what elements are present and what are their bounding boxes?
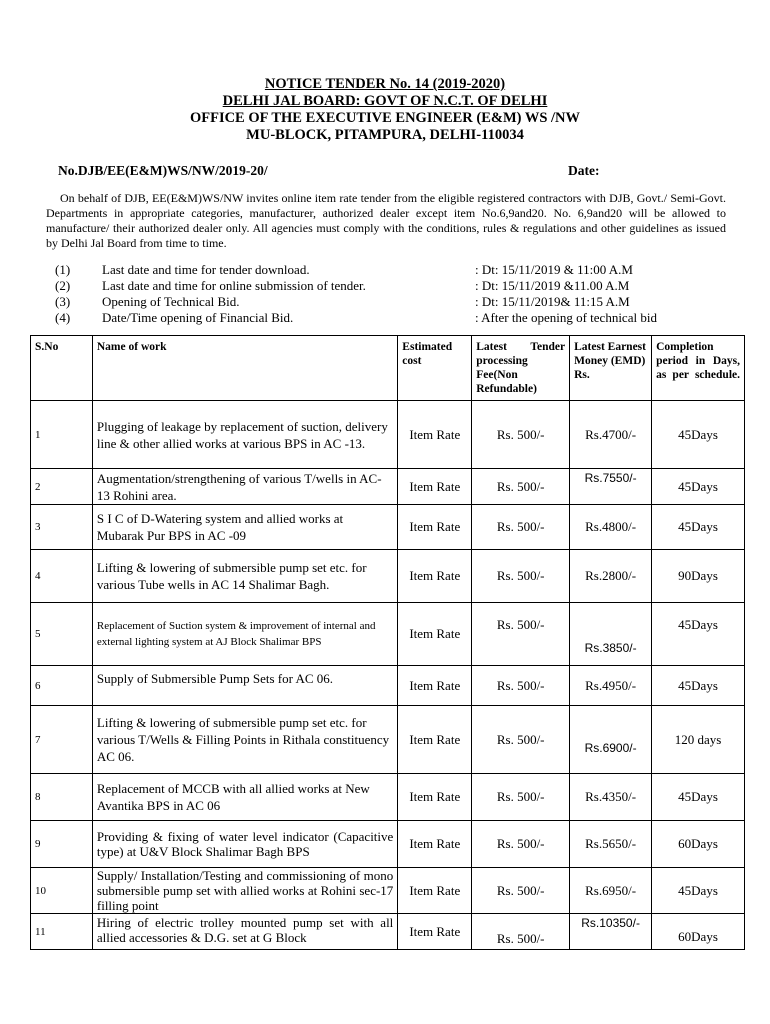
schedule-item (55, 278, 745, 294)
schedule-text: Last date and time for tender download. (102, 262, 310, 277)
table-row (31, 821, 745, 868)
schedule-list (55, 262, 745, 326)
schedule-text: Opening of Technical Bid. (102, 294, 240, 309)
row-sno: 11 (31, 914, 93, 950)
row-sno: 2 (31, 469, 93, 505)
row-name: S I C of D-Watering system and allied works at Mubarak Pur BPS in AC -09 (92, 505, 397, 550)
row-name: Lifting & lowering of submersible pump set etc. for various Tube wells in AC 14 Shalimar Bagh. (92, 550, 397, 603)
row-sno: 1 (31, 401, 93, 469)
office-address: MU-BLOCK, PITAMPURA, DELHI-110034 (246, 127, 524, 143)
schedule-text: Last date and time for online submission of tender. (102, 278, 366, 293)
office-name: OFFICE OF THE EXECUTIVE ENGINEER (E&M) WS /NW (189, 110, 581, 126)
row-cost: Item Rate (398, 603, 472, 666)
row-emd: Rs.4800/- (570, 505, 652, 550)
schedule-number: (1) (55, 262, 71, 277)
row-name: Hiring of electric trolley mounted pump set with all allied accessories & D.G. set at G Block (92, 914, 397, 950)
notice-header (0, 76, 770, 144)
header-tender-fee: Latest Tender processing Fee(Non Refundable) (472, 336, 570, 401)
row-cost: Item Rate (398, 401, 472, 469)
row-emd: Rs.2800/- (570, 550, 652, 603)
row-cost: Item Rate (398, 868, 472, 914)
row-name: Providing & fixing of water level indicator (Capacitive type) at U&V Block Shalimar Bagh BPS (92, 821, 397, 868)
row-emd: Rs.4350/- (570, 774, 652, 821)
row-cost: Item Rate (398, 666, 472, 706)
schedule-number: (3) (55, 294, 71, 309)
row-fee: Rs. 500/- (472, 550, 570, 603)
row-name: Replacement of Suction system & improvement of internal and external lighting system at AJ Block Shalimar BPS (92, 603, 397, 666)
row-completion: 45Days (652, 774, 745, 821)
schedule-value: : Dt: 15/11/2019 & 11:00 A.M (475, 262, 633, 277)
table-row (31, 666, 745, 706)
row-name: Replacement of MCCB with all allied works at New Avantika BPS in AC 06 (92, 774, 397, 821)
row-name: Supply of Submersible Pump Sets for AC 06. (92, 666, 397, 706)
row-completion: 45Days (652, 469, 745, 505)
row-emd: Rs.4700/- (570, 401, 652, 469)
row-completion: 45Days (652, 401, 745, 469)
row-emd: Rs.4950/- (570, 666, 652, 706)
row-cost: Item Rate (398, 774, 472, 821)
schedule-item (55, 294, 745, 310)
row-cost: Item Rate (398, 469, 472, 505)
table-row (31, 603, 745, 666)
row-completion: 45Days (652, 505, 745, 550)
date-label: Date: (568, 163, 600, 178)
row-completion: 45Days (652, 666, 745, 706)
row-sno: 4 (31, 550, 93, 603)
header-emd: Latest Earnest Money (EMD) Rs. (570, 336, 652, 401)
row-completion: 60Days (652, 914, 745, 950)
table-row (31, 505, 745, 550)
schedule-value: : Dt: 15/11/2019& 11:15 A.M (475, 294, 630, 309)
table-row (31, 914, 745, 950)
reference-number: No.DJB/EE(E&M)WS/NW/2019-20/ (58, 163, 268, 178)
reference-line (58, 163, 618, 179)
row-emd: Rs.6900/- (570, 706, 652, 774)
row-cost: Item Rate (398, 706, 472, 774)
row-sno: 3 (31, 505, 93, 550)
row-sno: 6 (31, 666, 93, 706)
row-cost: Item Rate (398, 914, 472, 950)
intro-paragraph: On behalf of DJB, EE(E&M)WS/NW invites online item rate tender from the eligible registered contractors with DJB, Govt./ Semi-Govt. Departments in appropriate categories, manufacturer, authorized dealer except item No.6,9and20. No. 6,9and20 will be allowed to manufacture/ their authorized dealer only. All agencies must comply with the conditions, rules & regulations and other guidelines as issued by Delhi Jal Board from time to time. (46, 191, 726, 250)
row-fee: Rs. 500/- (472, 706, 570, 774)
row-fee: Rs. 500/- (472, 603, 570, 666)
notice-title: NOTICE TENDER No. 14 (2019-2020) (264, 76, 506, 92)
row-name: Supply/ Installation/Testing and commissioning of mono submersible pump set with allied works at Rohini sec-17 filling point (92, 868, 397, 914)
table-row (31, 868, 745, 914)
row-fee: Rs. 500/- (472, 868, 570, 914)
row-completion: 45Days (652, 868, 745, 914)
header-sno: S.No (31, 336, 93, 401)
table-row (31, 550, 745, 603)
row-sno: 5 (31, 603, 93, 666)
row-emd: Rs.7550/- (570, 469, 652, 505)
row-sno: 8 (31, 774, 93, 821)
tender-table (30, 335, 745, 950)
schedule-item (55, 262, 745, 278)
header-name-of-work: Name of work (92, 336, 397, 401)
row-emd: Rs.3850/- (570, 603, 652, 666)
row-emd: Rs.10350/- (570, 914, 652, 950)
header-estimated-cost: Estimated cost (398, 336, 472, 401)
schedule-value: : After the opening of technical bid (475, 310, 657, 325)
schedule-value: : Dt: 15/11/2019 &11.00 A.M (475, 278, 630, 293)
row-name: Lifting & lowering of submersible pump set etc. for various T/Wells & Filling Points in Rithala constituency AC 06. (92, 706, 397, 774)
table-row (31, 774, 745, 821)
row-completion: 90Days (652, 550, 745, 603)
row-fee: Rs. 500/- (472, 914, 570, 950)
schedule-text: Date/Time opening of Financial Bid. (102, 310, 294, 325)
schedule-item (55, 310, 745, 326)
row-name: Plugging of leakage by replacement of suction, delivery line & other allied works at various BPS in AC -13. (92, 401, 397, 469)
row-emd: Rs.5650/- (570, 821, 652, 868)
row-cost: Item Rate (398, 550, 472, 603)
row-fee: Rs. 500/- (472, 774, 570, 821)
table-row (31, 401, 745, 469)
row-fee: Rs. 500/- (472, 666, 570, 706)
row-sno: 10 (31, 868, 93, 914)
row-cost: Item Rate (398, 821, 472, 868)
row-name: Augmentation/strengthening of various T/wells in AC-13 Rohini area. (92, 469, 397, 505)
row-sno: 9 (31, 821, 93, 868)
row-fee: Rs. 500/- (472, 821, 570, 868)
row-fee: Rs. 500/- (472, 401, 570, 469)
header-completion: Completion period in Days, as per schedule. (652, 336, 745, 401)
row-cost: Item Rate (398, 505, 472, 550)
table-header-row (31, 336, 745, 401)
table-row (31, 469, 745, 505)
schedule-number: (2) (55, 278, 71, 293)
row-completion: 45Days (652, 603, 745, 666)
row-completion: 120 days (652, 706, 745, 774)
row-completion: 60Days (652, 821, 745, 868)
row-fee: Rs. 500/- (472, 469, 570, 505)
row-sno: 7 (31, 706, 93, 774)
organization-name: DELHI JAL BOARD: GOVT OF N.C.T. OF DELHI (222, 93, 548, 109)
row-emd: Rs.6950/- (570, 868, 652, 914)
row-fee: Rs. 500/- (472, 505, 570, 550)
schedule-number: (4) (55, 310, 71, 325)
table-row (31, 706, 745, 774)
